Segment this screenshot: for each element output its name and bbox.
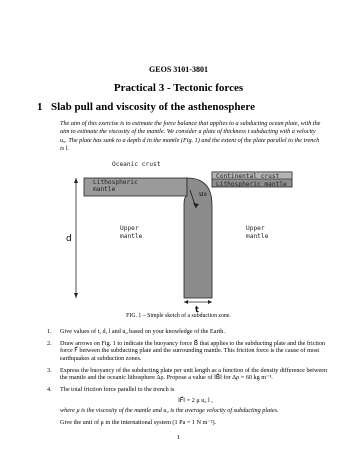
question-text: Draw arrows on Fig. 1 to indicate the buoyancy force B⃗ that applies to the subducting plate and the friction force F⃗ between the subducting plate and the surrounding mantle. This friction force is the cause of most earthquakes at subduction zones. xyxy=(60,339,326,362)
label-t: t xyxy=(195,305,199,314)
label-u0: u₀ xyxy=(199,190,208,198)
question-4 xyxy=(47,386,331,426)
label-mantle-word-left: mantle xyxy=(120,233,143,240)
depth-arrow-bottom xyxy=(74,293,78,298)
label-upper-word-left: Upper xyxy=(120,225,139,232)
question-list xyxy=(47,328,331,431)
depth-arrow-top xyxy=(74,178,78,183)
formula-note: where μ is the viscosity of the mantle and u₀ is the average velocity of subducting plates. xyxy=(60,407,279,415)
question-number: 1. xyxy=(47,328,52,335)
question-text: The total friction force parallel to the trench is xyxy=(60,386,175,394)
friction-formula: ‖F⃗‖ = 2 μ u₀ l , xyxy=(178,396,213,404)
page-number: 1 xyxy=(176,434,181,441)
label-d: d xyxy=(66,234,72,244)
label-mantle-word: mantle xyxy=(93,186,116,193)
question-3 xyxy=(47,367,331,382)
label-oceanic-crust: Oceanic crust xyxy=(112,161,161,168)
page-title: Practical 3 - Tectonic forces xyxy=(113,82,244,94)
section-title: Slab pull and viscosity of the asthenosphere xyxy=(51,101,255,113)
label-mantle-word-right: mantle xyxy=(246,233,269,240)
section-number: 1 xyxy=(37,101,43,113)
label-lithospheric-word: Lithospheric xyxy=(93,179,138,186)
question-text: Give values of t, d, l and u₀ based on your knowledge of the Earth. xyxy=(60,328,225,335)
course-code: GEOS 3101-3801 xyxy=(149,65,208,74)
thickness-arrow-right xyxy=(208,300,212,304)
question-2 xyxy=(47,340,331,363)
label-upper-mantle-left xyxy=(120,225,143,240)
question-number: 4. xyxy=(47,386,52,394)
question-text: Express the buoyancy of the subducting plate per unit length as a function of the density difference between the mantle and the oceanic lithosphere Δρ. Propose a value of ‖B⃗‖ for Δρ = 60 kg m⁻³. xyxy=(60,366,328,382)
label-lithospheric-mantle-right: Lithospheric mantle xyxy=(216,181,287,188)
question-number: 3. xyxy=(47,366,52,374)
question-1 xyxy=(47,328,331,336)
subducting-slab xyxy=(184,178,212,298)
thickness-arrow-left xyxy=(184,300,188,304)
label-upper-mantle-right xyxy=(246,225,269,240)
figure-caption: FIG. 1 – Simple sketch of a subduction zone. xyxy=(126,313,231,319)
closing-instruction: Give the unit of μ in the international system (1 Pa = 1 N m⁻²). xyxy=(60,418,217,426)
question-number: 2. xyxy=(47,339,52,347)
label-continental-crust: Continental crust xyxy=(216,173,280,180)
label-upper-word-right: Upper xyxy=(246,225,265,232)
intro-paragraph: The aim of this exercise is to estimate the force balance that applies to a subducting ocean plate, with the aim to estimate the viscosity of the mantle. We consider a plate of thickness t subducting with a velocity u₀. The plate has sunk to a depth d in the mantle (Fig. 1) and the extent of the plate parallel to the trench is l. xyxy=(60,120,321,153)
